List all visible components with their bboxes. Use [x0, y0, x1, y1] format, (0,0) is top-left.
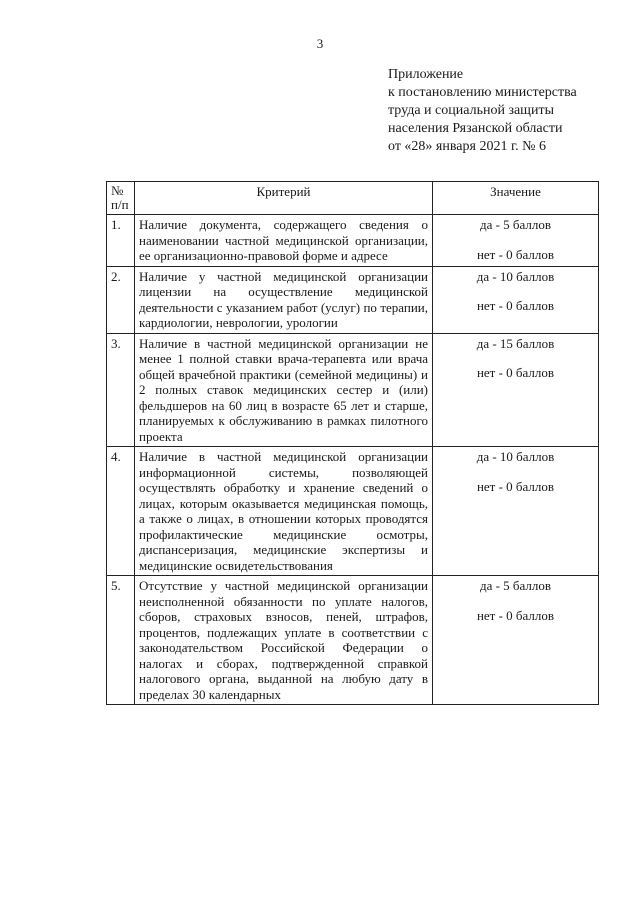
appendix-line: к постановлению министерства: [388, 85, 577, 100]
criteria-table: [106, 181, 599, 705]
table-row: [107, 576, 599, 705]
value-no: нет - 0 баллов: [476, 607, 555, 623]
column-header-value: Значение: [433, 182, 599, 215]
row-criterion: Наличие у частной медицинской организации лицензии на осуществление медицинской деятельности с указанием работ (услуг) по терапии, кардиологии, неврологии, урологии: [135, 266, 433, 333]
row-number: 4.: [107, 447, 135, 576]
value-no: нет - 0 баллов: [476, 298, 555, 313]
value-yes: да - 10 баллов: [476, 268, 555, 284]
value-no: нет - 0 баллов: [476, 246, 555, 262]
table-row: [107, 333, 599, 447]
value-no: нет - 0 баллов: [476, 478, 555, 494]
value-yes: да - 5 баллов: [479, 217, 552, 232]
page-number: 3: [316, 36, 324, 51]
row-criterion: Наличие документа, содержащего сведения о наименовании частной медицинской организации, ее организационно-правовой форме и адресе: [135, 215, 433, 267]
row-criterion: Наличие в частной медицинской организации информационной системы, позволяющей осуществлять обработку и хранение сведений о лицах, которым оказывается медицинская помощь, а также о лицах, в отношении которых проводятся профилактические медицинские осмотры, диспансеризация, медицинские экспертизы и медицинские освидетельствования: [135, 447, 433, 576]
appendix-line: от «28» января 2021 г. № 6: [388, 139, 546, 154]
table-row: [107, 266, 599, 333]
table-header-row: [107, 182, 599, 215]
row-number: 2.: [107, 266, 135, 333]
row-value: [433, 215, 599, 267]
row-value: [433, 266, 599, 333]
row-number: 1.: [107, 215, 135, 267]
row-value: [433, 576, 599, 705]
column-header-criterion: Критерий: [135, 182, 433, 215]
appendix-line: труда и социальной защиты: [388, 103, 554, 118]
value-no: нет - 0 баллов: [476, 365, 555, 380]
value-yes: да - 10 баллов: [476, 449, 555, 464]
value-yes: да - 15 баллов: [476, 335, 555, 351]
value-yes: да - 5 баллов: [479, 578, 552, 593]
row-criterion: Отсутствие у частной медицинской организации неисполненной обязанности по уплате налогов, сборов, страховых взносов, пеней, штрафов, процентов, подлежащих уплате в соответствии с законодательством Российской Федерации о налогах и сборах, подтвержденной справкой налогового органа, выданной на любую дату в пределах 30 календарных: [135, 576, 433, 705]
column-header-number: [107, 182, 135, 215]
table-row: [107, 215, 599, 267]
row-criterion: Наличие в частной медицинской организации не менее 1 полной ставки врача-терапевта или врача общей врачебной практики (семейной медицины) и 2 полных ставок медицинских сестер и (или) фельдшеров на 60 лиц в возрасте 65 лет и старше, планируемых к обслуживанию в рамках пилотного проекта: [135, 333, 433, 447]
appendix-line: Приложение: [388, 67, 464, 82]
row-value: [433, 447, 599, 576]
appendix-line: населения Рязанской области: [388, 121, 563, 136]
column-header-number-line2: п/п: [111, 197, 129, 212]
appendix-header: [388, 66, 628, 156]
column-header-number-line1: №: [111, 183, 124, 198]
row-value: [433, 333, 599, 447]
row-number: 5.: [107, 576, 135, 705]
table-row: [107, 447, 599, 576]
row-number: 3.: [107, 333, 135, 447]
